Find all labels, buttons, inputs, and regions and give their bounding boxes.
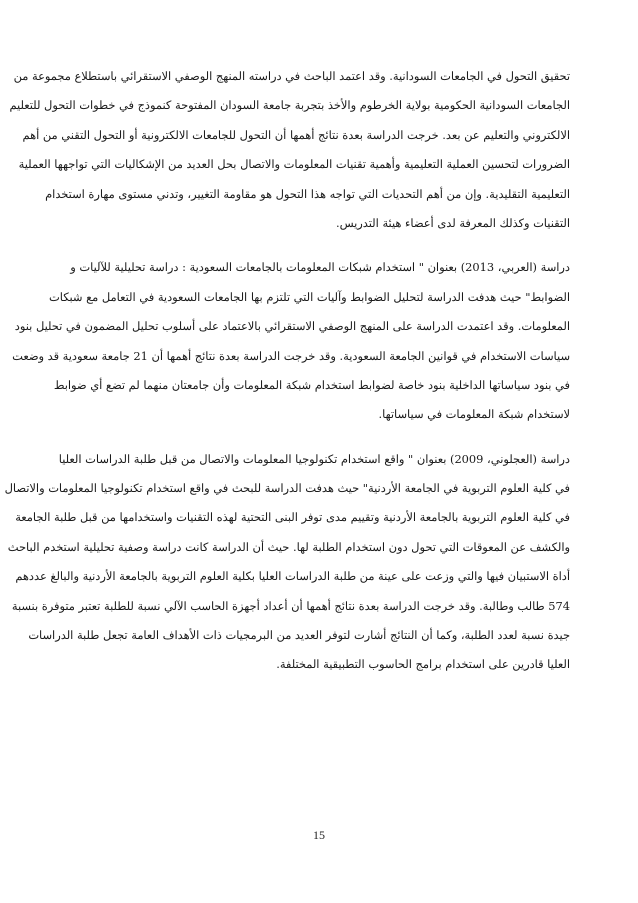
text-line: الضرورات لتحسين العملية التعليمية وأهمية تقنيات المعلومات والاتصال بحل العديد من الإشكاليات التي تواجهها العملية [18, 157, 570, 172]
text-line: المعلومات. وقد اعتمدت الدراسة على المنهج الوصفي الاستقرائي بالاعتماد على أسلوب تحليل المضمون في تحليل بنود [14, 319, 570, 334]
text-line: الجامعات السودانية الحكومية بولاية الخرطوم والأخذ بتجربة جامعة السودان المفتوحة كنموذج في خطوات التحول للتعليم [9, 98, 570, 113]
text-line: أداة الاستبيان فيها والتي وزعت على عينة من طلبة الدراسات العليا بكلية العلوم التربوية بالجامعة الأردنية والبالغ عددهم [15, 569, 570, 584]
text-line: جيدة نسبة لعدد الطلبة، وكما أن النتائج أشارت لتوفر العديد من البرمجيات ذات الأهداف العامة تجعل طلبة الدراسات [28, 628, 570, 643]
text-line: العليا قادرين على استخدام برامج الحاسوب التطبيقية المختلفة. [276, 657, 570, 672]
text-line: سياسات الاستخدام في قوانين الجامعة السعودية. وقد خرجت الدراسة بعدة نتائج أهمها أن 21 جامعة سعودية قد وضعت [12, 348, 570, 363]
text-line: تحقيق التحول في الجامعات السودانية. وقد اعتمد الباحث في دراسته المنهج الوصفي الاستقرائي باستطلاع مجموعة من [13, 69, 570, 83]
text-line: التقنيات وكذلك المعرفة لدى أعضاء هيئة التدريس. [335, 215, 570, 230]
paragraph-alarabi-study [12, 253, 570, 429]
text-line: دراسة (العربي، 2013) بعنوان " استخدام شبكات المعلومات بالجامعات السعودية : دراسة تحليلية للآليات و [70, 260, 570, 275]
text-line: في بنود سياساتها الداخلية بنود خاصة لضوابط استخدام شبكة المعلومات وأن جامعتان منهما لم تضع أي ضوابط [53, 377, 570, 392]
text-line: لاستخدام شبكة المعلومات في سياساتها. [378, 407, 570, 422]
text-line: التعليمية التقليدية. وإن من أهم التحديات التي تواجه هذا التحول هو مقاومة التغيير، وتدني مستوى مهارة استخدام [45, 186, 570, 201]
paragraph-sudan-universities [9, 62, 570, 238]
text-line: في كلية العلوم التربوية في الجامعة الأردنية" حيث هدفت الدراسة للبحث في واقع استخدام تكنولوجيا المعلومات والاتصال [4, 481, 570, 496]
text-line: 574 طالب وطالبة. وقد خرجت الدراسة بعدة نتائج أهمها أن أعداد أجهزة الحاسب الآلي نسبة للطلبة تعتبر متوفرة بنسبة [11, 598, 570, 613]
page-number: 15 [313, 828, 325, 842]
text-line: والكشف عن المعوقات التي تحول دون استخدام الطلبة لها. حيث أن الدراسة كانت دراسة وصفية تحليلية استخدم الباحث [7, 539, 570, 554]
text-line: الضوابط" حيث هدفت الدراسة لتحليل الضوابط وآليات التي تلتزم بها الجامعات السعودية في التعامل مع شبكات [49, 289, 570, 304]
document-body [4, 62, 570, 695]
text-line: في كلية العلوم التربوية بالجامعة الأردنية وتقييم مدى توفر البنى التحتية لهذه التقنيات واستخدامها من قبل طلبة الجامعة [15, 510, 570, 525]
paragraph-ajlouni-study [4, 445, 570, 680]
text-line: الالكتروني والتعليم عن بعد. خرجت الدراسة بعدة نتائج أهمها أن التحول للجامعات الالكترونية أو التحول التقني من أهم [22, 127, 570, 142]
text-line: دراسة (العجلوني، 2009) بعنوان " واقع استخدام تكنولوجيا المعلومات والاتصال من قبل طلبة الدراسات العليا [58, 451, 570, 466]
